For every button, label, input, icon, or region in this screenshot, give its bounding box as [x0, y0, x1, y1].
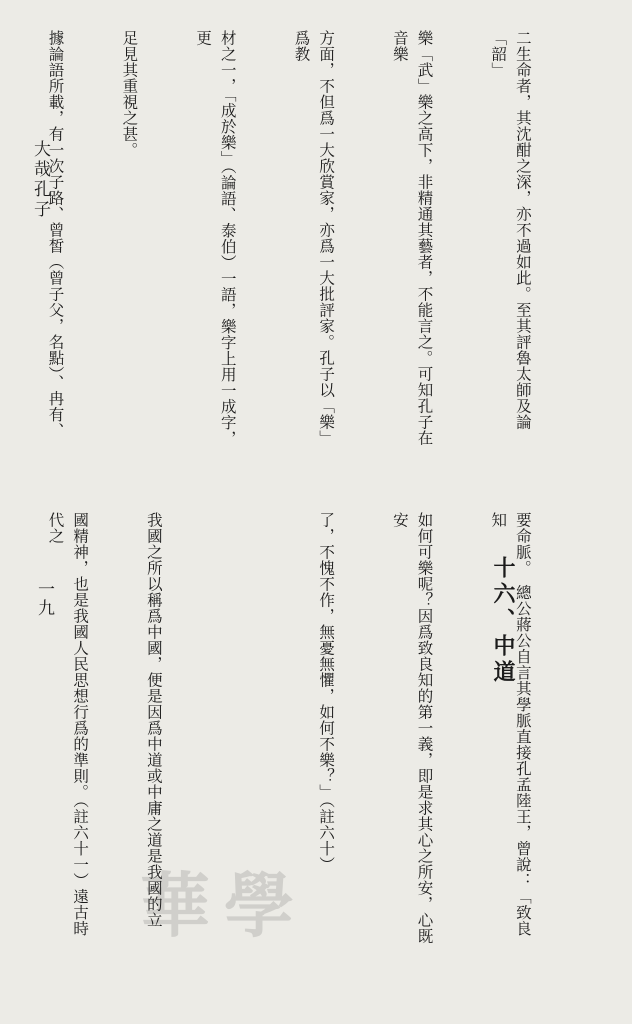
upper-text-block: [42, 30, 584, 460]
text-column: 材之一，「成於樂」（論語、泰伯）一語，樂字上用一成字，更: [194, 30, 237, 447]
text-column: 我國之所以稱爲中國，便是因爲中道或中庸之道是我國的立: [144, 512, 163, 928]
text-column: 了，不愧不作，無憂無懼，如何不樂？」（註六十）: [317, 512, 336, 873]
section-heading: 十六、中道: [490, 556, 516, 686]
text-column: 足見其重視之甚。: [120, 30, 139, 158]
text-column: 要命脈。 總公蔣公自言其學脈直接孔孟陸王，曾說：「致良知: [489, 512, 532, 937]
running-head: 大哉孔子: [30, 140, 50, 220]
text-column: 二生命者，其沈酣之深，亦不過如此。至其評魯太師及論「韶」: [489, 30, 532, 430]
text-column: 樂「武」樂之高下，非精通其藝者，不能言之。可知孔子在音樂: [390, 30, 434, 446]
text-column: 如何可樂呢？因爲致良知的第一義，即是求其心之所安，心既安: [390, 512, 434, 944]
page-number: 一九: [34, 580, 54, 618]
text-column: 國精神，也是我國人民思想行爲的準則。（註六十一）遠古時代之: [46, 512, 90, 937]
text-column: 方面，不但爲一大欣賞家，亦爲一大批評家。孔子以「樂」爲教: [292, 30, 336, 446]
watermark: 華學: [140, 864, 308, 947]
text-column: 據論語所載，有一次子路、曾皙（曾子父，名點）、冉有、: [46, 30, 65, 439]
